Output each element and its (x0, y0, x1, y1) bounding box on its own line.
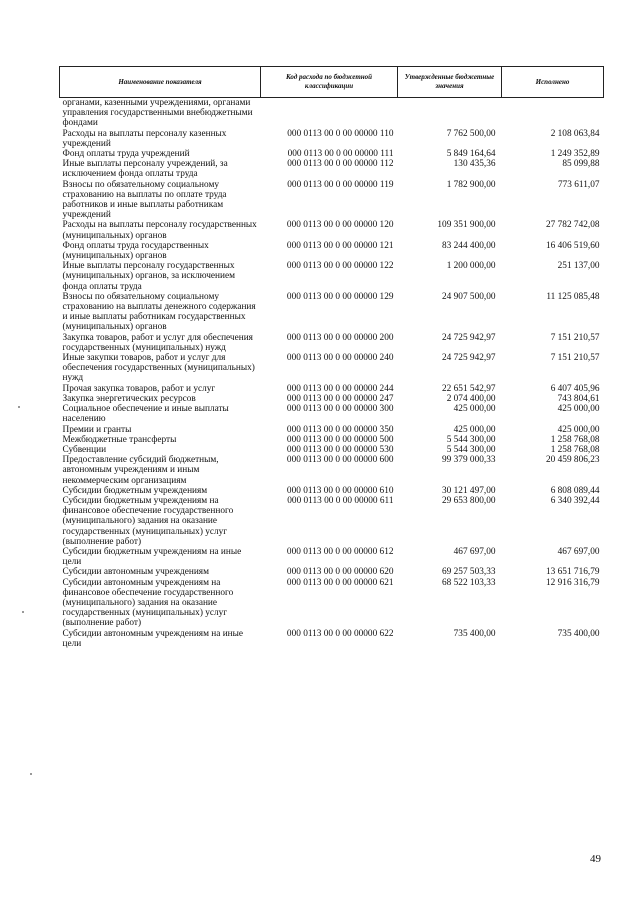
row-approved-cell: 5 544 300,00 (446, 434, 496, 445)
row-code-cell (261, 98, 398, 129)
row-approved-cell: 7 762 500,00 (446, 128, 496, 139)
row-name-cell: Субвенции (62, 444, 107, 455)
row-name-cell: Субсидии бюджетным учреждениям на иные цели (62, 546, 242, 568)
row-executed-cell: 7 151 210,57 (550, 353, 600, 364)
row-name-cell: Субсидии автономным учреждениям на финансовое обеспечение государственного (муниципального) задания на оказание государственных (муниципальных) услуг (выполнение работ) (62, 577, 234, 629)
table-row (60, 578, 604, 629)
table-row (60, 435, 604, 445)
row-executed-cell: 85 099,88 (562, 159, 600, 170)
row-executed-cell (502, 98, 604, 129)
row-name-cell: Закупка товаров, работ и услуг для обеспечения государственных (муниципальных) нужд (62, 332, 253, 353)
table-row (60, 486, 604, 496)
table-row (60, 292, 604, 333)
margin-mark (18, 406, 20, 408)
table-row (60, 98, 604, 129)
row-executed-cell: 6 407 405,96 (550, 383, 600, 394)
row-name-cell: Субсидии автономным учреждениям на иные цели (62, 628, 244, 649)
row-approved-cell: 109 351 900,00 (437, 220, 496, 231)
row-executed-cell: 20 459 806,23 (546, 455, 600, 466)
row-code-cell: 000 0113 00 0 00 00000 247 (286, 393, 394, 404)
row-approved-cell: 24 725 942,97 (442, 353, 496, 364)
margin-mark (30, 773, 32, 775)
table-row (60, 333, 604, 353)
row-code-cell: 000 0113 00 0 00 00000 600 (286, 455, 394, 466)
row-executed-cell: 1 258 768,08 (550, 434, 600, 445)
table-row (60, 455, 604, 486)
row-code-cell: 000 0113 00 0 00 00000 622 (286, 628, 394, 639)
row-name-cell: Взносы по обязательному социальному страхованию на выплаты денежного содержания и иные выплаты работникам государственных (муниципальных) органов (62, 291, 256, 333)
table-body (60, 98, 604, 649)
table-row (60, 394, 604, 404)
row-approved-cell: 68 522 103,33 (442, 577, 496, 588)
margin-mark (22, 611, 24, 613)
table-row (60, 445, 604, 455)
row-name-cell: Иные выплаты персоналу государственных (муниципальных) органов, за исключением фонда оплаты труда (62, 261, 236, 292)
table-row (60, 384, 604, 394)
row-name-cell: Субсидии бюджетным учреждениям на финансовое обеспечение государственного (муниципального) задания на оказание государственных (муниципальных) услуг (выполнение работ) (62, 495, 234, 547)
row-code-cell: 000 0113 00 0 00 00000 612 (286, 546, 394, 557)
header-approved: Утвержденные бюджетные значения (398, 67, 502, 98)
row-name-cell: Премии и гранты (62, 424, 132, 435)
row-approved-cell: 30 121 497,00 (442, 485, 496, 496)
row-code-cell: 000 0113 00 0 00 00000 111 (287, 149, 394, 160)
row-code-cell: 000 0113 00 0 00 00000 240 (286, 353, 394, 364)
table-row (60, 159, 604, 179)
page-number: 49 (590, 853, 601, 865)
header-executed: Исполнено (502, 67, 604, 98)
row-approved-cell: 1 200 000,00 (446, 261, 496, 272)
table-row (60, 567, 604, 577)
row-approved-cell: 24 725 942,97 (442, 332, 496, 343)
budget-execution-table (59, 66, 604, 649)
row-approved-cell: 130 435,36 (453, 159, 496, 170)
row-approved-cell: 425 000,00 (453, 424, 496, 435)
table-row (60, 404, 604, 424)
row-code-cell: 000 0113 00 0 00 00000 530 (286, 444, 394, 455)
row-name-cell: Фонд оплаты труда государственных (муниципальных) органов (62, 240, 209, 262)
row-code-cell: 000 0113 00 0 00 00000 244 (286, 383, 394, 394)
row-approved-cell: 24 907 500,00 (442, 291, 496, 302)
row-executed-cell: 12 916 316,79 (546, 577, 600, 588)
row-executed-cell: 467 697,00 (557, 546, 600, 557)
row-approved-cell: 83 244 400,00 (442, 240, 496, 251)
row-code-cell: 000 0113 00 0 00 00000 122 (286, 261, 394, 272)
row-executed-cell: 425 000,00 (557, 424, 600, 435)
row-name-cell: Прочая закупка товаров, работ и услуг (62, 383, 216, 394)
row-code-cell: 000 0113 00 0 00 00000 119 (287, 179, 394, 190)
row-name-cell: Субсидии бюджетным учреждениям (62, 485, 208, 496)
row-name-cell: Фонд оплаты труда учреждений (62, 149, 190, 160)
table-row (60, 547, 604, 567)
row-approved-cell: 5 544 300,00 (446, 444, 496, 455)
row-executed-cell: 2 108 063,84 (550, 128, 600, 139)
row-executed-cell: 735 400,00 (557, 628, 600, 639)
row-executed-cell: 7 151 210,57 (550, 332, 600, 343)
row-approved-cell: 29 653 800,00 (442, 495, 496, 506)
row-code-cell: 000 0113 00 0 00 00000 300 (286, 404, 394, 415)
row-approved-cell: 735 400,00 (453, 628, 496, 639)
row-approved-cell: 2 074 400,00 (446, 393, 496, 404)
table-row (60, 353, 604, 384)
row-name-cell: Взносы по обязательному социальному страхованию на выплаты по оплате труда работников и иные выплаты работникам учреждений (62, 179, 227, 221)
row-code-cell: 000 0113 00 0 00 00000 500 (286, 434, 394, 445)
row-approved-cell: 467 697,00 (453, 546, 496, 557)
table-row (60, 220, 604, 240)
row-executed-cell: 6 340 392,44 (550, 495, 600, 506)
row-name-cell: Расходы на выплаты персоналу казенных учреждений (62, 128, 227, 149)
table-row (60, 149, 604, 159)
row-code-cell: 000 0113 00 0 00 00000 610 (286, 485, 394, 496)
row-code-cell: 000 0113 00 0 00 00000 350 (286, 424, 394, 435)
table-row (60, 180, 604, 221)
row-executed-cell: 27 782 742,08 (546, 220, 600, 231)
header-code: Код расхода по бюджетной классификации (261, 67, 398, 98)
table-row (60, 425, 604, 435)
row-name-cell: Закупка энергетических ресурсов (62, 393, 196, 404)
row-name-cell: Иные закупки товаров, работ и услуг для обеспечения государственных (муниципальных) нужд (62, 353, 255, 384)
table-header (60, 67, 604, 98)
row-code-cell: 000 0113 00 0 00 00000 121 (286, 240, 394, 251)
row-executed-cell: 11 125 085,48 (546, 291, 600, 302)
row-approved-cell: 22 651 542,97 (442, 383, 496, 394)
row-executed-cell: 743 804,61 (557, 393, 600, 404)
row-approved-cell (398, 98, 502, 129)
row-name-cell: органами, казенными учреждениями, органами управления государственными внебюджетными фондами (62, 98, 253, 129)
table-row (60, 496, 604, 547)
table-row (60, 629, 604, 649)
row-approved-cell: 1 782 900,00 (446, 179, 496, 190)
row-name-cell: Межбюджетные трансферты (62, 434, 177, 445)
table-row (60, 241, 604, 261)
row-code-cell: 000 0113 00 0 00 00000 200 (286, 332, 394, 343)
header-name: Наименование показателя (60, 67, 261, 98)
table-row (60, 129, 604, 149)
row-code-cell: 000 0113 00 0 00 00000 620 (286, 567, 394, 578)
row-executed-cell: 251 137,00 (557, 261, 600, 272)
row-approved-cell: 425 000,00 (453, 404, 496, 415)
row-name-cell: Расходы на выплаты персоналу государственных (муниципальных) органов (62, 220, 257, 241)
row-name-cell: Социальное обеспечение и иные выплаты населению (62, 404, 229, 425)
row-approved-cell: 69 257 503,33 (442, 567, 496, 578)
row-executed-cell: 13 651 716,79 (546, 567, 600, 578)
row-executed-cell: 425 000,00 (557, 404, 600, 415)
row-executed-cell: 6 808 089,44 (550, 485, 600, 496)
row-executed-cell: 1 249 352,89 (550, 149, 600, 160)
row-code-cell: 000 0113 00 0 00 00000 621 (286, 577, 394, 588)
row-name-cell: Субсидии автономным учреждениям (62, 567, 209, 578)
row-name-cell: Предоставление субсидий бюджетным, автономным учреждениям и иным некоммерческим организациям (62, 455, 219, 486)
row-code-cell: 000 0113 00 0 00 00000 120 (286, 220, 394, 231)
row-code-cell: 000 0113 00 0 00 00000 110 (287, 128, 394, 139)
row-executed-cell: 773 611,07 (558, 179, 600, 190)
row-executed-cell: 16 406 519,60 (546, 240, 600, 251)
row-approved-cell: 99 379 000,33 (442, 455, 496, 466)
row-name-cell: Иные выплаты персоналу учреждений, за исключением фонда оплаты труда (62, 159, 228, 180)
row-code-cell: 000 0113 00 0 00 00000 611 (287, 495, 394, 506)
table-row (60, 261, 604, 292)
row-code-cell: 000 0113 00 0 00 00000 129 (286, 291, 394, 302)
row-code-cell: 000 0113 00 0 00 00000 112 (287, 159, 394, 170)
row-executed-cell: 1 258 768,08 (550, 444, 600, 455)
row-approved-cell: 5 849 164,64 (446, 149, 496, 160)
